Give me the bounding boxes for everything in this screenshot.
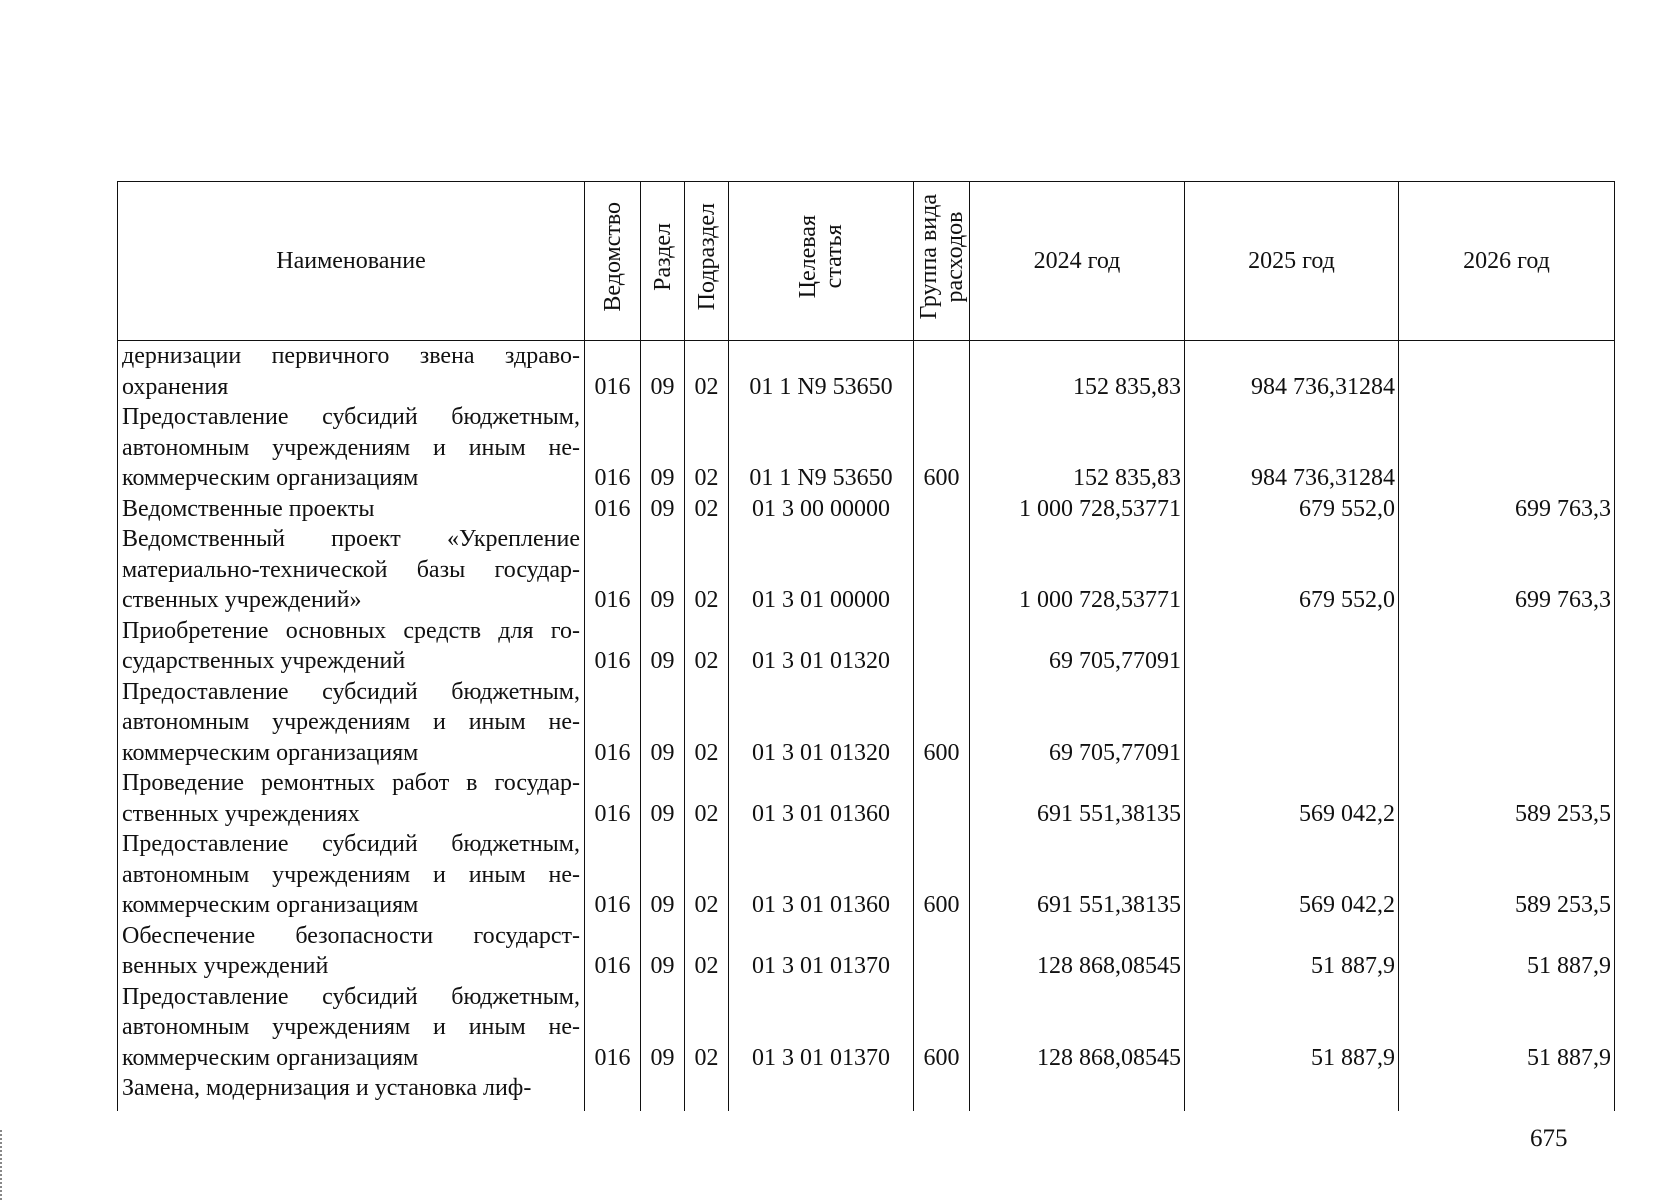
cell-vedomstvo: 016 — [585, 341, 641, 403]
cell-name: Обеспечение безопасности государст-венных учреждений — [118, 921, 585, 982]
cell-celevaya-statya — [729, 1073, 914, 1111]
cell-razdel: 09 — [641, 768, 685, 829]
cell-celevaya-statya: 01 3 01 01370 — [729, 921, 914, 982]
cell-name: Приобретение основных средств для го-сударственных учреждений — [118, 616, 585, 677]
cell-podrazdel: 02 — [685, 982, 729, 1074]
table-row — [118, 982, 1615, 1074]
cell-gruppa — [914, 768, 970, 829]
cell-podrazdel: 02 — [685, 921, 729, 982]
cell-celevaya-statya: 01 1 N9 53650 — [729, 402, 914, 494]
cell-celevaya-statya: 01 3 01 01360 — [729, 768, 914, 829]
cell-name: Ведомственные проекты — [118, 494, 585, 525]
cell-2026 — [1399, 677, 1615, 769]
cell-2025: 569 042,2 — [1185, 829, 1399, 921]
table-row — [118, 829, 1615, 921]
cell-vedomstvo — [585, 1073, 641, 1111]
cell-2026 — [1399, 402, 1615, 494]
cell-razdel: 09 — [641, 829, 685, 921]
header-podrazdel: Подраздел — [685, 182, 729, 341]
cell-2024: 152 835,83 — [970, 402, 1185, 494]
cell-vedomstvo: 016 — [585, 524, 641, 616]
cell-2026: 51 887,9 — [1399, 982, 1615, 1074]
table-body — [118, 341, 1615, 1112]
cell-razdel: 09 — [641, 677, 685, 769]
cell-2024: 1 000 728,53771 — [970, 494, 1185, 525]
cell-gruppa: 600 — [914, 982, 970, 1074]
cell-name: Предоставление субсидий бюджетным, автономным учреждениям и иным не-коммерческим организациям — [118, 982, 585, 1074]
header-2025: 2025 год — [1185, 182, 1399, 341]
cell-celevaya-statya: 01 3 01 01370 — [729, 982, 914, 1074]
cell-gruppa — [914, 921, 970, 982]
cell-razdel: 09 — [641, 494, 685, 525]
cell-2025: 679 552,0 — [1185, 494, 1399, 525]
cell-celevaya-statya: 01 3 01 01360 — [729, 829, 914, 921]
cell-gruppa — [914, 341, 970, 403]
cell-2025: 984 736,31284 — [1185, 341, 1399, 403]
cell-2024: 69 705,77091 — [970, 616, 1185, 677]
cell-2024 — [970, 1073, 1185, 1111]
cell-celevaya-statya: 01 3 01 01320 — [729, 616, 914, 677]
cell-2024: 1 000 728,53771 — [970, 524, 1185, 616]
header-name: Наименование — [118, 182, 585, 341]
table-row — [118, 402, 1615, 494]
cell-podrazdel: 02 — [685, 524, 729, 616]
cell-vedomstvo: 016 — [585, 402, 641, 494]
cell-razdel: 09 — [641, 402, 685, 494]
header-row — [118, 182, 1615, 341]
cell-podrazdel: 02 — [685, 494, 729, 525]
cell-vedomstvo: 016 — [585, 677, 641, 769]
cell-vedomstvo: 016 — [585, 768, 641, 829]
cell-name: дернизации первичного звена здраво-охранения — [118, 341, 585, 403]
header-razdel: Раздел — [641, 182, 685, 341]
table-row — [118, 677, 1615, 769]
cell-vedomstvo: 016 — [585, 921, 641, 982]
table-row — [118, 616, 1615, 677]
cell-razdel: 09 — [641, 616, 685, 677]
cell-name: Проведение ремонтных работ в государ-ственных учреждениях — [118, 768, 585, 829]
cell-2025: 51 887,9 — [1185, 921, 1399, 982]
cell-podrazdel: 02 — [685, 341, 729, 403]
cell-celevaya-statya: 01 3 01 01320 — [729, 677, 914, 769]
cell-2025 — [1185, 1073, 1399, 1111]
table-header — [118, 182, 1615, 341]
table-row — [118, 341, 1615, 403]
header-gruppa-vida-rashodov: Группа вида расходов — [914, 182, 970, 341]
cell-name: Предоставление субсидий бюджетным, автономным учреждениям и иным не-коммерческим организациям — [118, 677, 585, 769]
cell-2024: 152 835,83 — [970, 341, 1185, 403]
cell-podrazdel: 02 — [685, 402, 729, 494]
cell-2025 — [1185, 616, 1399, 677]
cell-2026 — [1399, 1073, 1615, 1111]
cell-gruppa: 600 — [914, 829, 970, 921]
table-row — [118, 1073, 1615, 1111]
header-celevaya-statya: Целевая статья — [729, 182, 914, 341]
cell-2026: 699 763,3 — [1399, 524, 1615, 616]
cell-celevaya-statya: 01 1 N9 53650 — [729, 341, 914, 403]
cell-2024: 691 551,38135 — [970, 829, 1185, 921]
cell-gruppa — [914, 616, 970, 677]
cell-2026 — [1399, 341, 1615, 403]
cell-2025: 51 887,9 — [1185, 982, 1399, 1074]
cell-2025: 679 552,0 — [1185, 524, 1399, 616]
cell-celevaya-statya: 01 3 01 00000 — [729, 524, 914, 616]
cell-gruppa — [914, 524, 970, 616]
cell-vedomstvo: 016 — [585, 829, 641, 921]
cell-2024: 69 705,77091 — [970, 677, 1185, 769]
cell-podrazdel: 02 — [685, 616, 729, 677]
cell-2026: 51 887,9 — [1399, 921, 1615, 982]
cell-2024: 128 868,08545 — [970, 982, 1185, 1074]
cell-2026: 589 253,5 — [1399, 768, 1615, 829]
cell-gruppa: 600 — [914, 402, 970, 494]
cell-gruppa: 600 — [914, 677, 970, 769]
cell-2025 — [1185, 677, 1399, 769]
cell-2026: 699 763,3 — [1399, 494, 1615, 525]
cell-celevaya-statya: 01 3 00 00000 — [729, 494, 914, 525]
cell-podrazdel: 02 — [685, 829, 729, 921]
cell-podrazdel — [685, 1073, 729, 1111]
table-row — [118, 494, 1615, 525]
cell-razdel: 09 — [641, 982, 685, 1074]
budget-table — [117, 181, 1615, 1111]
cell-2025: 569 042,2 — [1185, 768, 1399, 829]
header-2026: 2026 год — [1399, 182, 1615, 341]
table-row — [118, 921, 1615, 982]
cell-razdel: 09 — [641, 341, 685, 403]
cell-podrazdel: 02 — [685, 677, 729, 769]
cell-vedomstvo: 016 — [585, 616, 641, 677]
header-2024: 2024 год — [970, 182, 1185, 341]
cell-2026 — [1399, 616, 1615, 677]
cell-vedomstvo: 016 — [585, 494, 641, 525]
cell-podrazdel: 02 — [685, 768, 729, 829]
table-row — [118, 524, 1615, 616]
cell-2026: 589 253,5 — [1399, 829, 1615, 921]
cell-2025: 984 736,31284 — [1185, 402, 1399, 494]
header-vedomstvo: Ведомство — [585, 182, 641, 341]
cell-name: Замена, модернизация и установка лиф- — [118, 1073, 585, 1111]
cell-razdel: 09 — [641, 921, 685, 982]
cell-vedomstvo: 016 — [585, 982, 641, 1074]
table-row — [118, 768, 1615, 829]
cell-2024: 128 868,08545 — [970, 921, 1185, 982]
cell-name: Ведомственный проект «Укрепление материально-технической базы государ-ственных учреждений» — [118, 524, 585, 616]
cell-name: Предоставление субсидий бюджетным, автономным учреждениям и иным не-коммерческим организациям — [118, 829, 585, 921]
cell-razdel — [641, 1073, 685, 1111]
cell-name: Предоставление субсидий бюджетным, автономным учреждениям и иным не-коммерческим организациям — [118, 402, 585, 494]
cell-gruppa — [914, 1073, 970, 1111]
page-number: 675 — [1530, 1125, 1568, 1152]
cell-gruppa — [914, 494, 970, 525]
cell-razdel: 09 — [641, 524, 685, 616]
cell-2024: 691 551,38135 — [970, 768, 1185, 829]
scan-margin-marks — [0, 1130, 4, 1200]
